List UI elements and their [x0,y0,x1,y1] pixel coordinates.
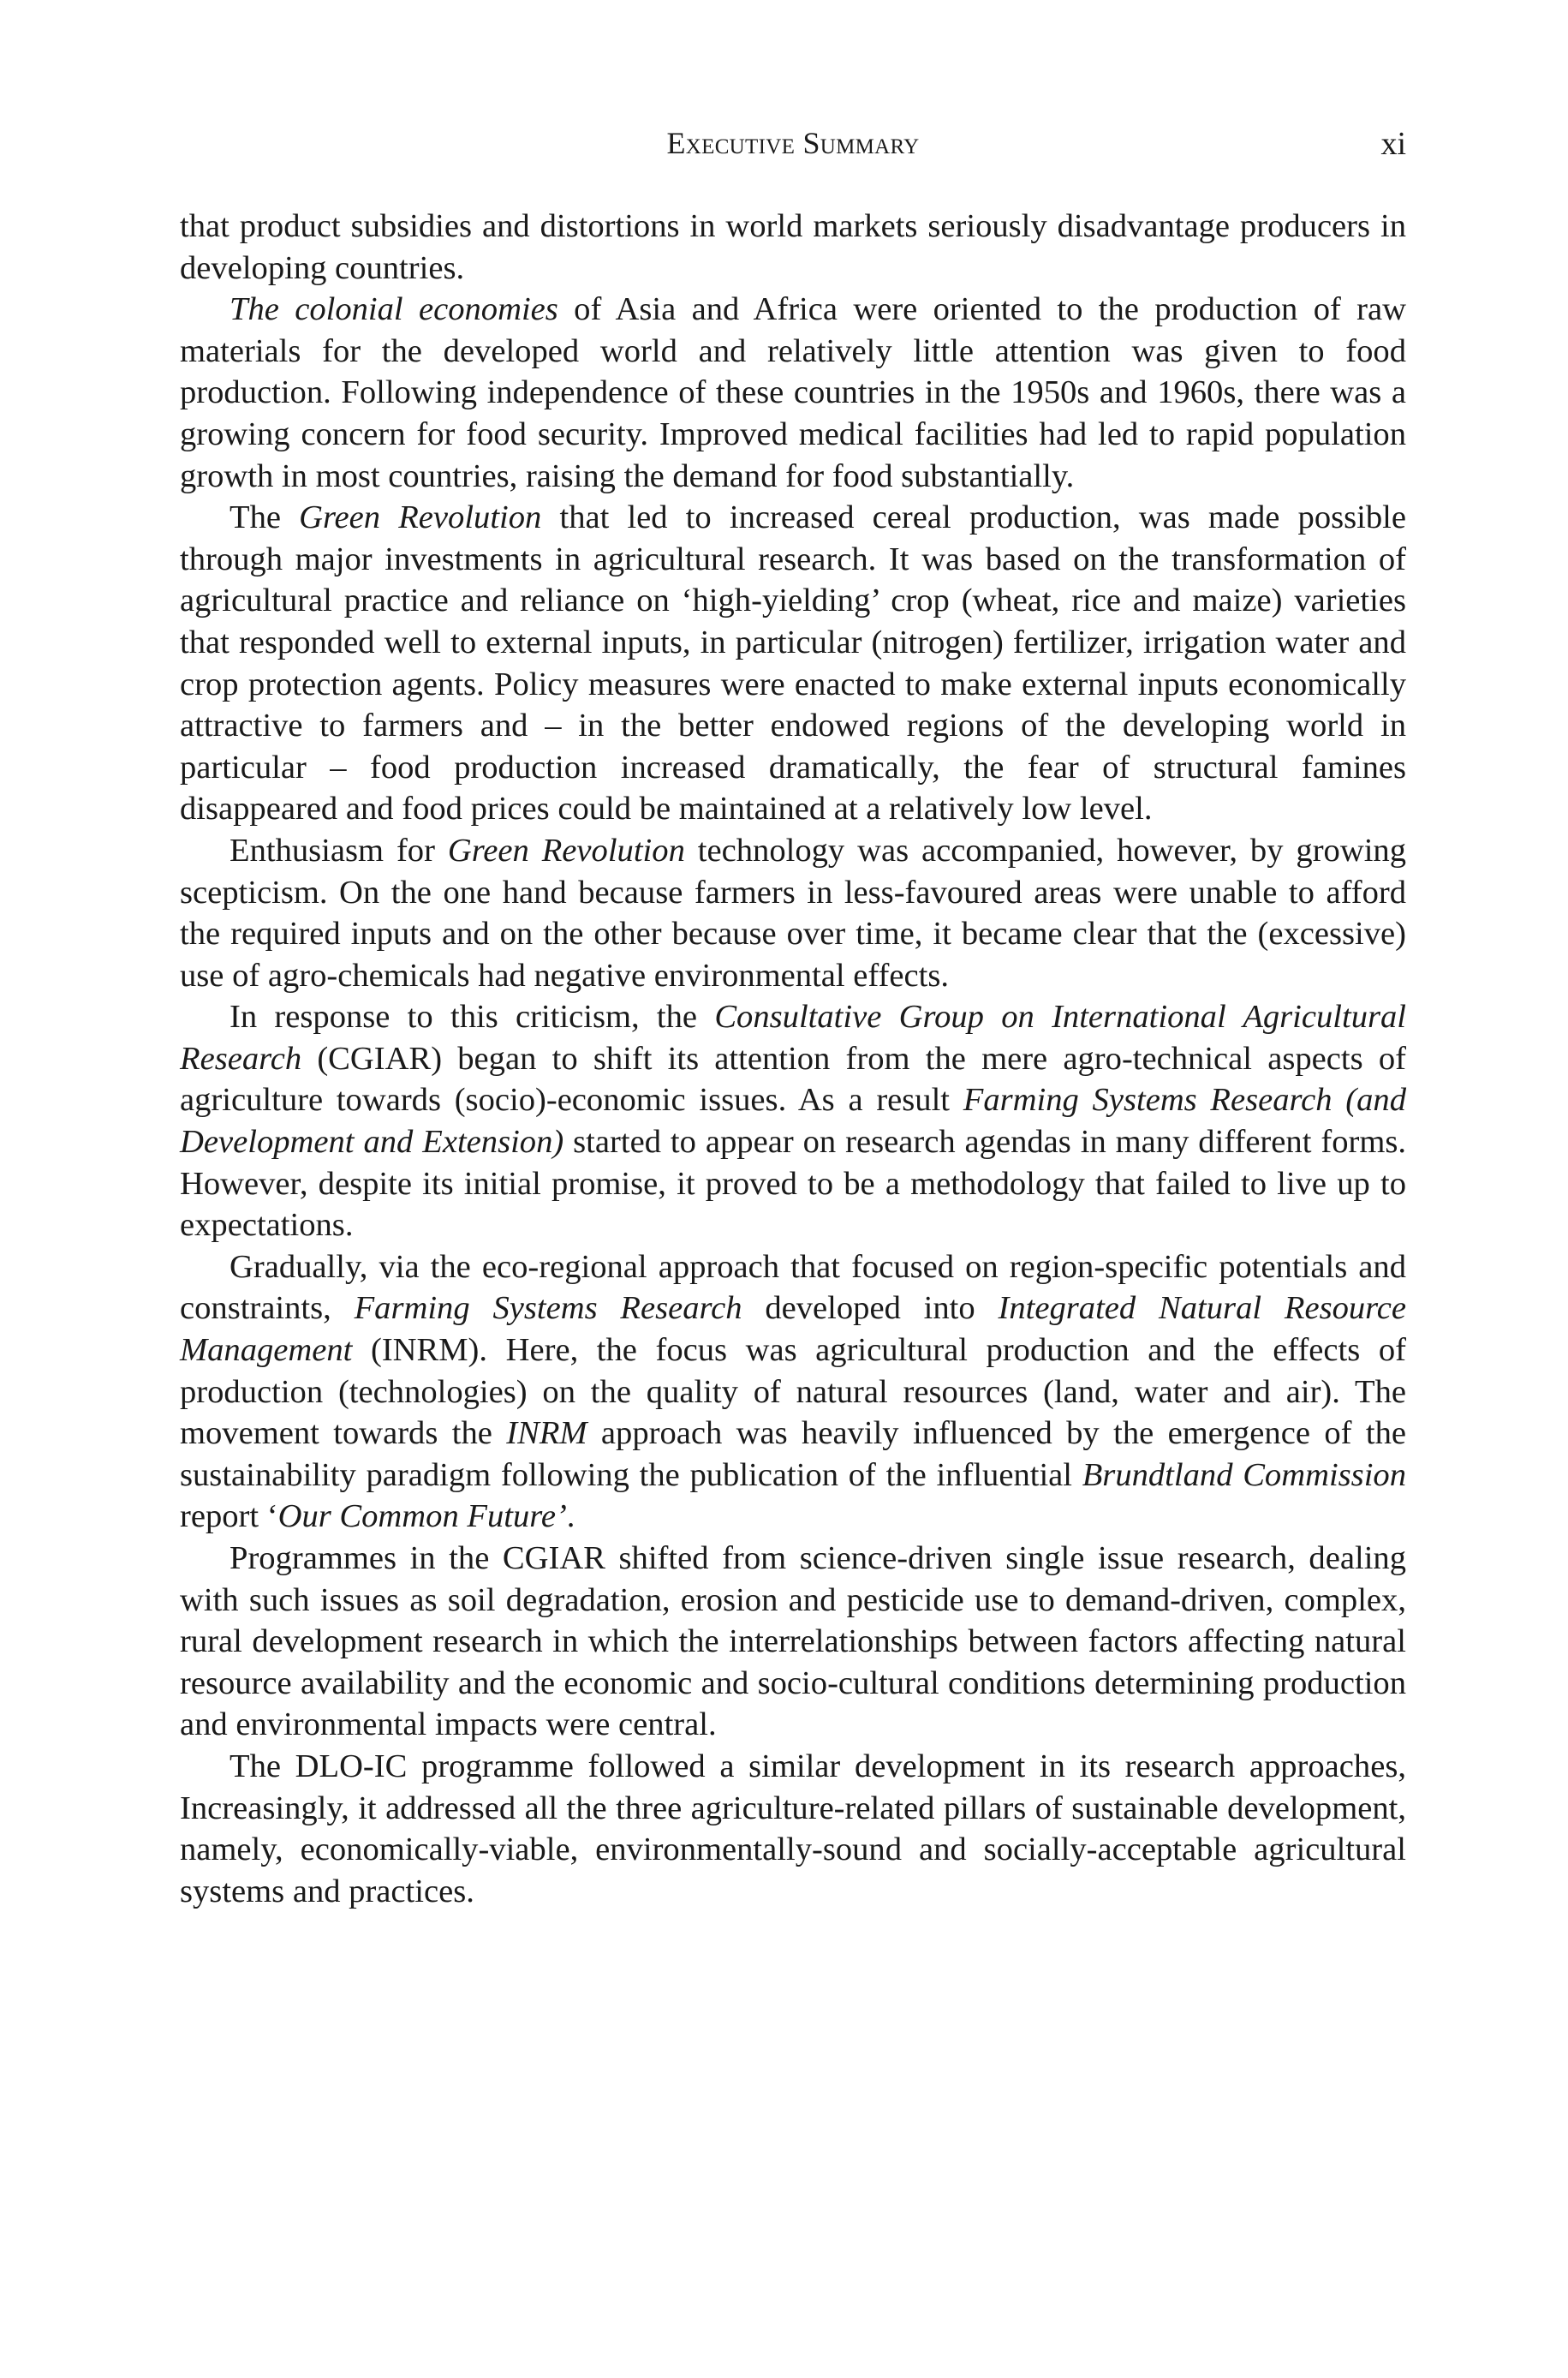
text-segment: started to appear on research agendas in many different forms. However, despite its initial promise, it proved to be a methodology that failed to live up to expectations. [180,1124,1406,1244]
text-segment: (INRM). Here, the focus was agricultural production and the effects of production (technologies) on the quality of natural resources (land, water and air). The movement towards the [180,1332,1406,1452]
text-segment: of Asia and Africa were oriented to the production of raw materials for the developed world and relatively little attention was given to food production. Following independence of these countries in the 1950s and 1960s, there was a growing concern for food security. Improved medical facilities had led to rapid population growth in most countries, raising the demand for food substantially. [180,291,1407,494]
paragraph-2 [180,289,1406,497]
paragraph-6 [180,1246,1406,1538]
paragraph-3 [180,497,1406,830]
italic-term: Green Revolution [447,832,685,869]
paragraph-8 [180,1746,1406,1912]
italic-term: Green Revolution [299,499,542,536]
text-segment: The DLO-IC programme followed a similar development in its research approaches, Increasingly, it addressed all the three agriculture-related pillars of sustainable development, namely, economically-viable, environmentally-sound and socially-acceptable agricultural systems and practices. [180,1748,1406,1909]
text-segment: Programmes in the CGIAR shifted from science-driven single issue research, dealing with such issues as soil degradation, erosion and pesticide use to demand-driven, complex, rural development research in which the interrelationships between factors affecting natural resource availability and the economic and socio-cultural conditions determining production and environmental impacts were central. [180,1540,1406,1743]
italic-term: Consultative Group on International Agricultural Research [180,999,1406,1077]
paragraph-4 [180,830,1406,996]
text-segment: The [230,499,300,536]
text-segment: Enthusiasm for [230,832,448,869]
page-header [180,125,1406,168]
paragraph-5 [180,996,1406,1246]
italic-term: Integrated Natural Resource Management [180,1290,1406,1369]
text-segment: that product subsidies and distortions in world markets seriously disadvantage producers in developing countries. [180,208,1406,286]
paragraph-1 [180,206,1406,289]
italic-term: INRM [506,1415,587,1452]
text-segment: Gradually, via the eco-regional approach that focused on region-specific potentials and constraints, [180,1248,1406,1327]
italic-term: Farming Systems Research (and Development and Extension) [180,1082,1407,1161]
text-segment: technology was accompanied, however, by growing scepticism. On the one hand because farmers in less-favoured areas were unable to afford the required inputs and on the other because over time, it became clear that the (excessive) use of agro-chemicals had negative environmental effects. [180,832,1406,994]
text-segment: In response to this criticism, the [230,999,715,1036]
page-number: xi [1380,126,1406,162]
text-segment: (CGIAR) began to shift its attention from the mere agro-technical aspects of agriculture towards (socio)-economic issues. As a result [180,1040,1406,1119]
italic-term: Our Common Future’ [277,1498,567,1535]
italic-term: The colonial economies [230,291,558,328]
body-text [180,206,1406,1912]
italic-term: Farming Systems Research [354,1290,742,1327]
text-segment: . [566,1498,575,1535]
running-title: Executive Summary [666,126,920,160]
italic-term: Brundtland Commission [1082,1456,1406,1493]
text-segment: developed into [742,1290,999,1327]
text-segment: that led to increased cereal production, was made possible through major investments in agricultural research. It was based on the transformation of agricultural practice and reliance on ‘high-yielding’ crop (wheat, rice and maize) varieties that responded well to external inputs, in particular (nitrogen) fertilizer, irrigation water and crop protection agents. Policy measures were enacted to make external inputs economically attractive to farmers and – in the better endowed regions of the developing world in particular – food production increased dramatically, the fear of structural famines disappeared and food prices could be maintained at a relatively low level. [180,499,1406,828]
text-segment: approach was heavily influenced by the emergence of the sustainability paradigm following the publication of the influential [180,1415,1406,1493]
text-segment: report ‘ [180,1498,278,1535]
paragraph-7 [180,1538,1406,1746]
